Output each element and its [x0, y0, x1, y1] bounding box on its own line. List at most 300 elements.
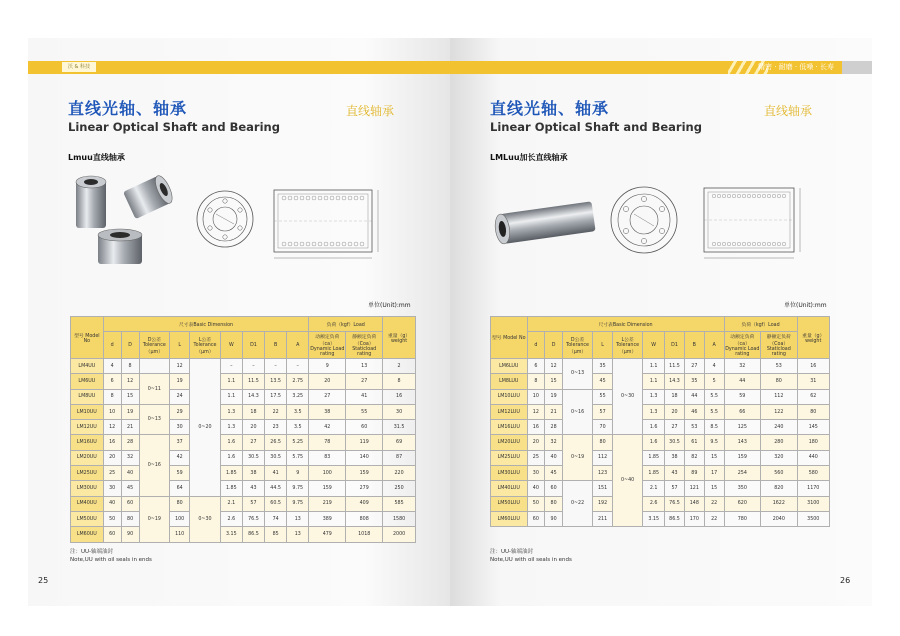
cell-stat: 409 [346, 496, 383, 511]
cell-A: 3.25 [287, 389, 309, 404]
cell-B: 44.5 [265, 481, 287, 496]
cell-D1: 27 [242, 435, 264, 450]
cell-D1: 20 [665, 404, 685, 419]
long-bearing-photo [490, 198, 600, 248]
header-band [28, 61, 450, 74]
cell-D: 45 [121, 481, 139, 496]
cell-model: LM12LUU [491, 404, 528, 419]
cell-A: 5.5 [704, 404, 724, 419]
cell-weight: 3100 [797, 496, 829, 511]
cell-weight: 31 [797, 374, 829, 389]
cell-D1: 30.5 [242, 450, 264, 465]
cell-dyn: 59 [724, 389, 761, 404]
cell-D1: – [242, 359, 264, 374]
cell-W: 1.1 [643, 359, 665, 374]
cell-d: 10 [103, 404, 121, 419]
cell-B: 74 [265, 511, 287, 526]
cell-A: 2.75 [287, 374, 309, 389]
cell-weight: 80 [797, 404, 829, 419]
table-row [491, 374, 830, 389]
cell-L: 37 [170, 435, 190, 450]
cell-W: 1.6 [220, 450, 242, 465]
brand-tag: 沃 & 科技 [62, 62, 96, 72]
cell-stat: 112 [761, 389, 798, 404]
cell-d: 8 [527, 374, 545, 389]
cell-model: LM25UU [71, 466, 104, 481]
cell-model: LM10LUU [491, 389, 528, 404]
cell-stat: 140 [346, 450, 383, 465]
cell-A: 5.75 [287, 450, 309, 465]
table-row [491, 359, 830, 374]
cell-model: LM25LUU [491, 450, 528, 465]
cell-W: 2.1 [643, 481, 665, 496]
cell-D: 60 [121, 496, 139, 511]
cell-stat: 55 [346, 404, 383, 419]
col-d-tolerance: D公差 Tolerance（μm） [139, 332, 170, 359]
bearing-photo [68, 172, 178, 282]
page-number: 25 [38, 576, 49, 585]
cell-weight: 8 [383, 374, 416, 389]
col-B: B [684, 332, 704, 359]
col-D: D [545, 332, 563, 359]
cell-D: 45 [545, 466, 563, 481]
table-row [71, 404, 416, 419]
cell-L: 45 [593, 374, 613, 389]
cell-L: 80 [593, 435, 613, 450]
cell-B: 30.5 [265, 450, 287, 465]
cell-W: 1.85 [643, 450, 665, 465]
header-band [450, 61, 872, 74]
cell-D1: 43 [665, 466, 685, 481]
note-cn: 注：UU-轴端油封 [70, 549, 114, 555]
cell-d: 4 [103, 359, 121, 374]
col-static-load: 静额定负荷（Coa）Staticload rating [761, 332, 798, 359]
col-d-tolerance: D公差 Tolerance（μm） [562, 332, 592, 359]
cell-weight: 2 [383, 359, 416, 374]
cell-l-tolerance: 0~20 [190, 359, 221, 497]
right-page [450, 38, 872, 606]
cell-stat: 2040 [761, 511, 798, 526]
cell-stat: 1018 [346, 527, 383, 542]
cell-W: 1.6 [643, 420, 665, 435]
cell-B: – [265, 359, 287, 374]
cell-W: – [220, 359, 242, 374]
band-slogan: 精密 · 耐磨 · 低噪 · 长寿 [757, 63, 834, 71]
cell-A: 9 [287, 466, 309, 481]
cell-B: 85 [265, 527, 287, 542]
cell-D: 40 [121, 466, 139, 481]
cell-B: 82 [684, 450, 704, 465]
cell-A: 4 [704, 359, 724, 374]
cell-weight: 30 [383, 404, 416, 419]
cell-B: 22 [265, 404, 287, 419]
end-view-drawing [606, 184, 686, 256]
cell-d: 50 [103, 511, 121, 526]
band-tail [842, 61, 872, 74]
unit-label: 单位(Unit):mm [368, 302, 411, 309]
cell-D1: 76.5 [242, 511, 264, 526]
cell-D: 15 [121, 389, 139, 404]
cell-stat: 122 [761, 404, 798, 419]
cell-W: 1.85 [220, 481, 242, 496]
col-D1: D1 [665, 332, 685, 359]
cell-dyn: 9 [309, 359, 346, 374]
cell-A: 22 [704, 496, 724, 511]
cell-model: LM60UU [71, 527, 104, 542]
cell-model: LM10UU [71, 404, 104, 419]
cell-D1: 14.3 [242, 389, 264, 404]
cell-model: LM30UU [71, 481, 104, 496]
cell-D1: 30.5 [665, 435, 685, 450]
cell-d: 30 [527, 466, 545, 481]
cell-A: 8.5 [704, 420, 724, 435]
cell-A: 15 [704, 481, 724, 496]
table-row [491, 496, 830, 511]
col-d: d [103, 332, 121, 359]
cell-weight: 145 [797, 420, 829, 435]
cell-D: 19 [545, 389, 563, 404]
cell-model: LM16UU [71, 435, 104, 450]
cell-D: 90 [121, 527, 139, 542]
spec-table-lmluu [490, 316, 830, 527]
cell-W: 3.15 [643, 511, 665, 526]
cell-d-tolerance: 0~16 [562, 389, 592, 435]
cell-W: 1.3 [643, 389, 665, 404]
cell-d: 50 [527, 496, 545, 511]
cell-D: 19 [121, 404, 139, 419]
cell-model: LM8LUU [491, 374, 528, 389]
page-title-en: Linear Optical Shaft and Bearing [490, 120, 702, 134]
page-number: 26 [840, 576, 851, 585]
cell-D: 21 [545, 404, 563, 419]
cell-d-tolerance: 0~19 [139, 496, 170, 542]
cell-model: LM40LUU [491, 481, 528, 496]
unit-label: 单位(Unit):mm [784, 302, 827, 309]
col-weight: 重量（g）weight [383, 317, 416, 359]
cell-D1: 43 [242, 481, 264, 496]
cell-A: – [287, 359, 309, 374]
table-row [491, 420, 830, 435]
cell-D1: 38 [242, 466, 264, 481]
col-group-load: 负荷（kgf）Load [309, 317, 383, 332]
cell-model: LM6UU [71, 374, 104, 389]
cell-d-tolerance: 0~19 [562, 435, 592, 481]
col-group-load: 负荷（kgf）Load [724, 317, 797, 332]
cell-L: 35 [593, 359, 613, 374]
cell-L: 211 [593, 511, 613, 526]
cell-L: 80 [170, 496, 190, 511]
note-en: Note,UU with oil seals in ends [490, 557, 572, 563]
cell-L: 64 [170, 481, 190, 496]
note [70, 548, 152, 564]
cell-d-tolerance: 0~13 [139, 404, 170, 435]
cell-d-tolerance: 0~16 [139, 435, 170, 496]
cell-D1: 18 [665, 389, 685, 404]
cell-weight: 585 [383, 496, 416, 511]
col-D: D [121, 332, 139, 359]
cell-D: 15 [545, 374, 563, 389]
cell-stat: 27 [346, 374, 383, 389]
cell-stat: 80 [761, 374, 798, 389]
col-dynamic-load: 动额定负荷（ca）Dynamic Load rating [724, 332, 761, 359]
cell-stat: 808 [346, 511, 383, 526]
col-W: W [220, 332, 242, 359]
cell-d-tolerance [139, 359, 170, 374]
note [490, 548, 572, 564]
table-row [71, 527, 416, 542]
cell-W: 3.15 [220, 527, 242, 542]
note-cn: 注：UU-轴端油封 [490, 549, 534, 555]
cell-B: 53 [684, 420, 704, 435]
cell-weight: 1170 [797, 481, 829, 496]
cell-W: 1.6 [220, 435, 242, 450]
cell-weight: 16 [797, 359, 829, 374]
cell-W: 2.1 [220, 496, 242, 511]
cell-D: 12 [545, 359, 563, 374]
cell-W: 1.1 [220, 389, 242, 404]
cell-model: LM50LUU [491, 496, 528, 511]
col-group-dimension: 尺寸表Basic Dimension [527, 317, 724, 332]
cell-d: 25 [103, 466, 121, 481]
table-row [71, 389, 416, 404]
page-title-cn: 直线光轴、轴承 [490, 99, 610, 118]
cell-D: 80 [121, 511, 139, 526]
cell-D1: 11.5 [665, 359, 685, 374]
col-l-tolerance: L公差 Tolerance（μm） [612, 332, 642, 359]
cell-weight: 1580 [383, 511, 416, 526]
cell-d: 6 [103, 374, 121, 389]
cell-B: 23 [265, 420, 287, 435]
cell-D: 32 [545, 435, 563, 450]
cell-dyn: 159 [724, 450, 761, 465]
cell-L: 59 [170, 466, 190, 481]
cell-model: LM8UU [71, 389, 104, 404]
cell-B: 41 [265, 466, 287, 481]
cell-d: 10 [527, 389, 545, 404]
cell-D1: 20 [242, 420, 264, 435]
cell-dyn: 42 [309, 420, 346, 435]
cell-B: 17.5 [265, 389, 287, 404]
end-view-drawing [194, 188, 256, 250]
cell-stat: 820 [761, 481, 798, 496]
cell-dyn: 219 [309, 496, 346, 511]
cell-B: 60.5 [265, 496, 287, 511]
cell-dyn: 254 [724, 466, 761, 481]
cell-D1: 18 [242, 404, 264, 419]
cell-weight: 180 [797, 435, 829, 450]
cell-L: 55 [593, 389, 613, 404]
cell-L: 12 [170, 359, 190, 374]
cell-stat: 1622 [761, 496, 798, 511]
cell-d: 20 [527, 435, 545, 450]
table-row [71, 466, 416, 481]
cell-L: 100 [170, 511, 190, 526]
cell-dyn: 32 [724, 359, 761, 374]
cell-A: 17 [704, 466, 724, 481]
cell-d-tolerance: 0~13 [562, 359, 592, 390]
cell-dyn: 159 [309, 481, 346, 496]
cell-L: 24 [170, 389, 190, 404]
page-title-en: Linear Optical Shaft and Bearing [68, 120, 280, 134]
cell-model: LM60LUU [491, 511, 528, 526]
cell-d: 25 [527, 450, 545, 465]
cell-weight: 220 [383, 466, 416, 481]
cell-A: 9.75 [287, 481, 309, 496]
cell-W: 1.3 [643, 404, 665, 419]
cell-d: 40 [103, 496, 121, 511]
col-D1: D1 [242, 332, 264, 359]
table-row [491, 481, 830, 496]
cell-L: 192 [593, 496, 613, 511]
spec-table-lmuu [70, 316, 416, 543]
cell-D: 80 [545, 496, 563, 511]
cell-D1: 11.5 [242, 374, 264, 389]
table-row [491, 450, 830, 465]
cell-d: 20 [103, 450, 121, 465]
cell-stat: 13 [346, 359, 383, 374]
cell-D: 32 [121, 450, 139, 465]
cell-dyn: 66 [724, 404, 761, 419]
cell-L: 123 [593, 466, 613, 481]
cell-A: 13 [287, 511, 309, 526]
cell-D1: 76.5 [665, 496, 685, 511]
cell-L: 151 [593, 481, 613, 496]
col-W: W [643, 332, 665, 359]
cell-dyn: 125 [724, 420, 761, 435]
section-title: Lmuu直线轴承 [68, 153, 125, 162]
cell-l-tolerance: 0~30 [190, 496, 221, 542]
cell-A: 22 [704, 511, 724, 526]
cell-stat: 60 [346, 420, 383, 435]
cell-stat: 320 [761, 450, 798, 465]
cell-D1: 86.5 [665, 511, 685, 526]
cell-weight: 31.5 [383, 420, 416, 435]
cell-L: 30 [170, 420, 190, 435]
cell-dyn: 143 [724, 435, 761, 450]
cell-model: LM16LUU [491, 420, 528, 435]
cell-D1: 57 [242, 496, 264, 511]
table-row [71, 481, 416, 496]
cell-l-tolerance: 0~30 [612, 359, 642, 435]
col-l-tolerance: L公差 Tolerance（μm） [190, 332, 221, 359]
cell-D: 8 [121, 359, 139, 374]
cell-model: LM50UU [71, 511, 104, 526]
cell-stat: 280 [761, 435, 798, 450]
cell-d: 40 [527, 481, 545, 496]
cell-model: LM30LUU [491, 466, 528, 481]
cell-D: 28 [121, 435, 139, 450]
cell-A: 5.25 [287, 435, 309, 450]
cell-stat: 119 [346, 435, 383, 450]
cell-D1: 38 [665, 450, 685, 465]
cell-L: 112 [593, 450, 613, 465]
cell-dyn: 78 [309, 435, 346, 450]
cell-A: 3.5 [287, 420, 309, 435]
cell-weight: 440 [797, 450, 829, 465]
cell-D1: 86.5 [242, 527, 264, 542]
cell-W: 1.3 [220, 404, 242, 419]
cell-dyn: 350 [724, 481, 761, 496]
cell-dyn: 27 [309, 389, 346, 404]
cell-l-tolerance: 0~40 [612, 435, 642, 527]
cell-L: 110 [170, 527, 190, 542]
cell-model: LM12UU [71, 420, 104, 435]
cell-D: 90 [545, 511, 563, 526]
cell-weight: 250 [383, 481, 416, 496]
cell-B: 13.5 [265, 374, 287, 389]
cell-stat: 279 [346, 481, 383, 496]
cell-W: 1.1 [643, 374, 665, 389]
cell-weight: 87 [383, 450, 416, 465]
cell-A: 9.5 [704, 435, 724, 450]
cell-d-tolerance: 0~11 [139, 374, 170, 405]
table-row [491, 435, 830, 450]
col-A: A [287, 332, 309, 359]
cell-D: 12 [121, 374, 139, 389]
cell-weight: 69 [383, 435, 416, 450]
table-row [71, 420, 416, 435]
cell-A: 5 [704, 374, 724, 389]
cell-B: 26.5 [265, 435, 287, 450]
cell-W: 1.6 [643, 435, 665, 450]
cell-stat: 159 [346, 466, 383, 481]
cell-D1: 57 [665, 481, 685, 496]
cell-weight: 16 [383, 389, 416, 404]
cell-model: LM4UU [71, 359, 104, 374]
cell-weight: 3500 [797, 511, 829, 526]
col-B: B [265, 332, 287, 359]
cell-W: 1.3 [220, 420, 242, 435]
cell-B: 27 [684, 359, 704, 374]
cell-D1: 27 [665, 420, 685, 435]
cell-d: 12 [103, 420, 121, 435]
col-L: L [170, 332, 190, 359]
table-row [71, 374, 416, 389]
cell-W: 1.85 [643, 466, 665, 481]
cell-d-tolerance: 0~22 [562, 481, 592, 527]
cell-d: 16 [527, 420, 545, 435]
cell-W: 1.85 [220, 466, 242, 481]
col-dynamic-load: 动额定负荷（ca）Dynamic Load rating [309, 332, 346, 359]
table-row [71, 359, 416, 374]
col-group-dimension: 尺寸表Basic Dimension [103, 317, 309, 332]
page-title-cn: 直线光轴、轴承 [68, 99, 188, 118]
col-A: A [704, 332, 724, 359]
cell-L: 70 [593, 420, 613, 435]
cell-model: LM6LUU [491, 359, 528, 374]
cell-dyn: 389 [309, 511, 346, 526]
category-label: 直线轴承 [764, 104, 813, 118]
cell-model: LM20LUU [491, 435, 528, 450]
cell-d: 30 [103, 481, 121, 496]
cell-dyn: 38 [309, 404, 346, 419]
cell-L: 29 [170, 404, 190, 419]
note-en: Note,UU with oil seals in ends [70, 557, 152, 563]
cell-d: 60 [103, 527, 121, 542]
col-model: 型号 Model No [71, 317, 104, 359]
cell-d: 12 [527, 404, 545, 419]
side-view-drawing [268, 184, 388, 266]
cell-weight: 580 [797, 466, 829, 481]
cell-A: 3.5 [287, 404, 309, 419]
cell-B: 61 [684, 435, 704, 450]
cell-B: 46 [684, 404, 704, 419]
cell-dyn: 620 [724, 496, 761, 511]
col-static-load: 静额定负荷（Coa）Staticload rating [346, 332, 383, 359]
table-row [491, 404, 830, 419]
cell-B: 148 [684, 496, 704, 511]
cell-B: 89 [684, 466, 704, 481]
